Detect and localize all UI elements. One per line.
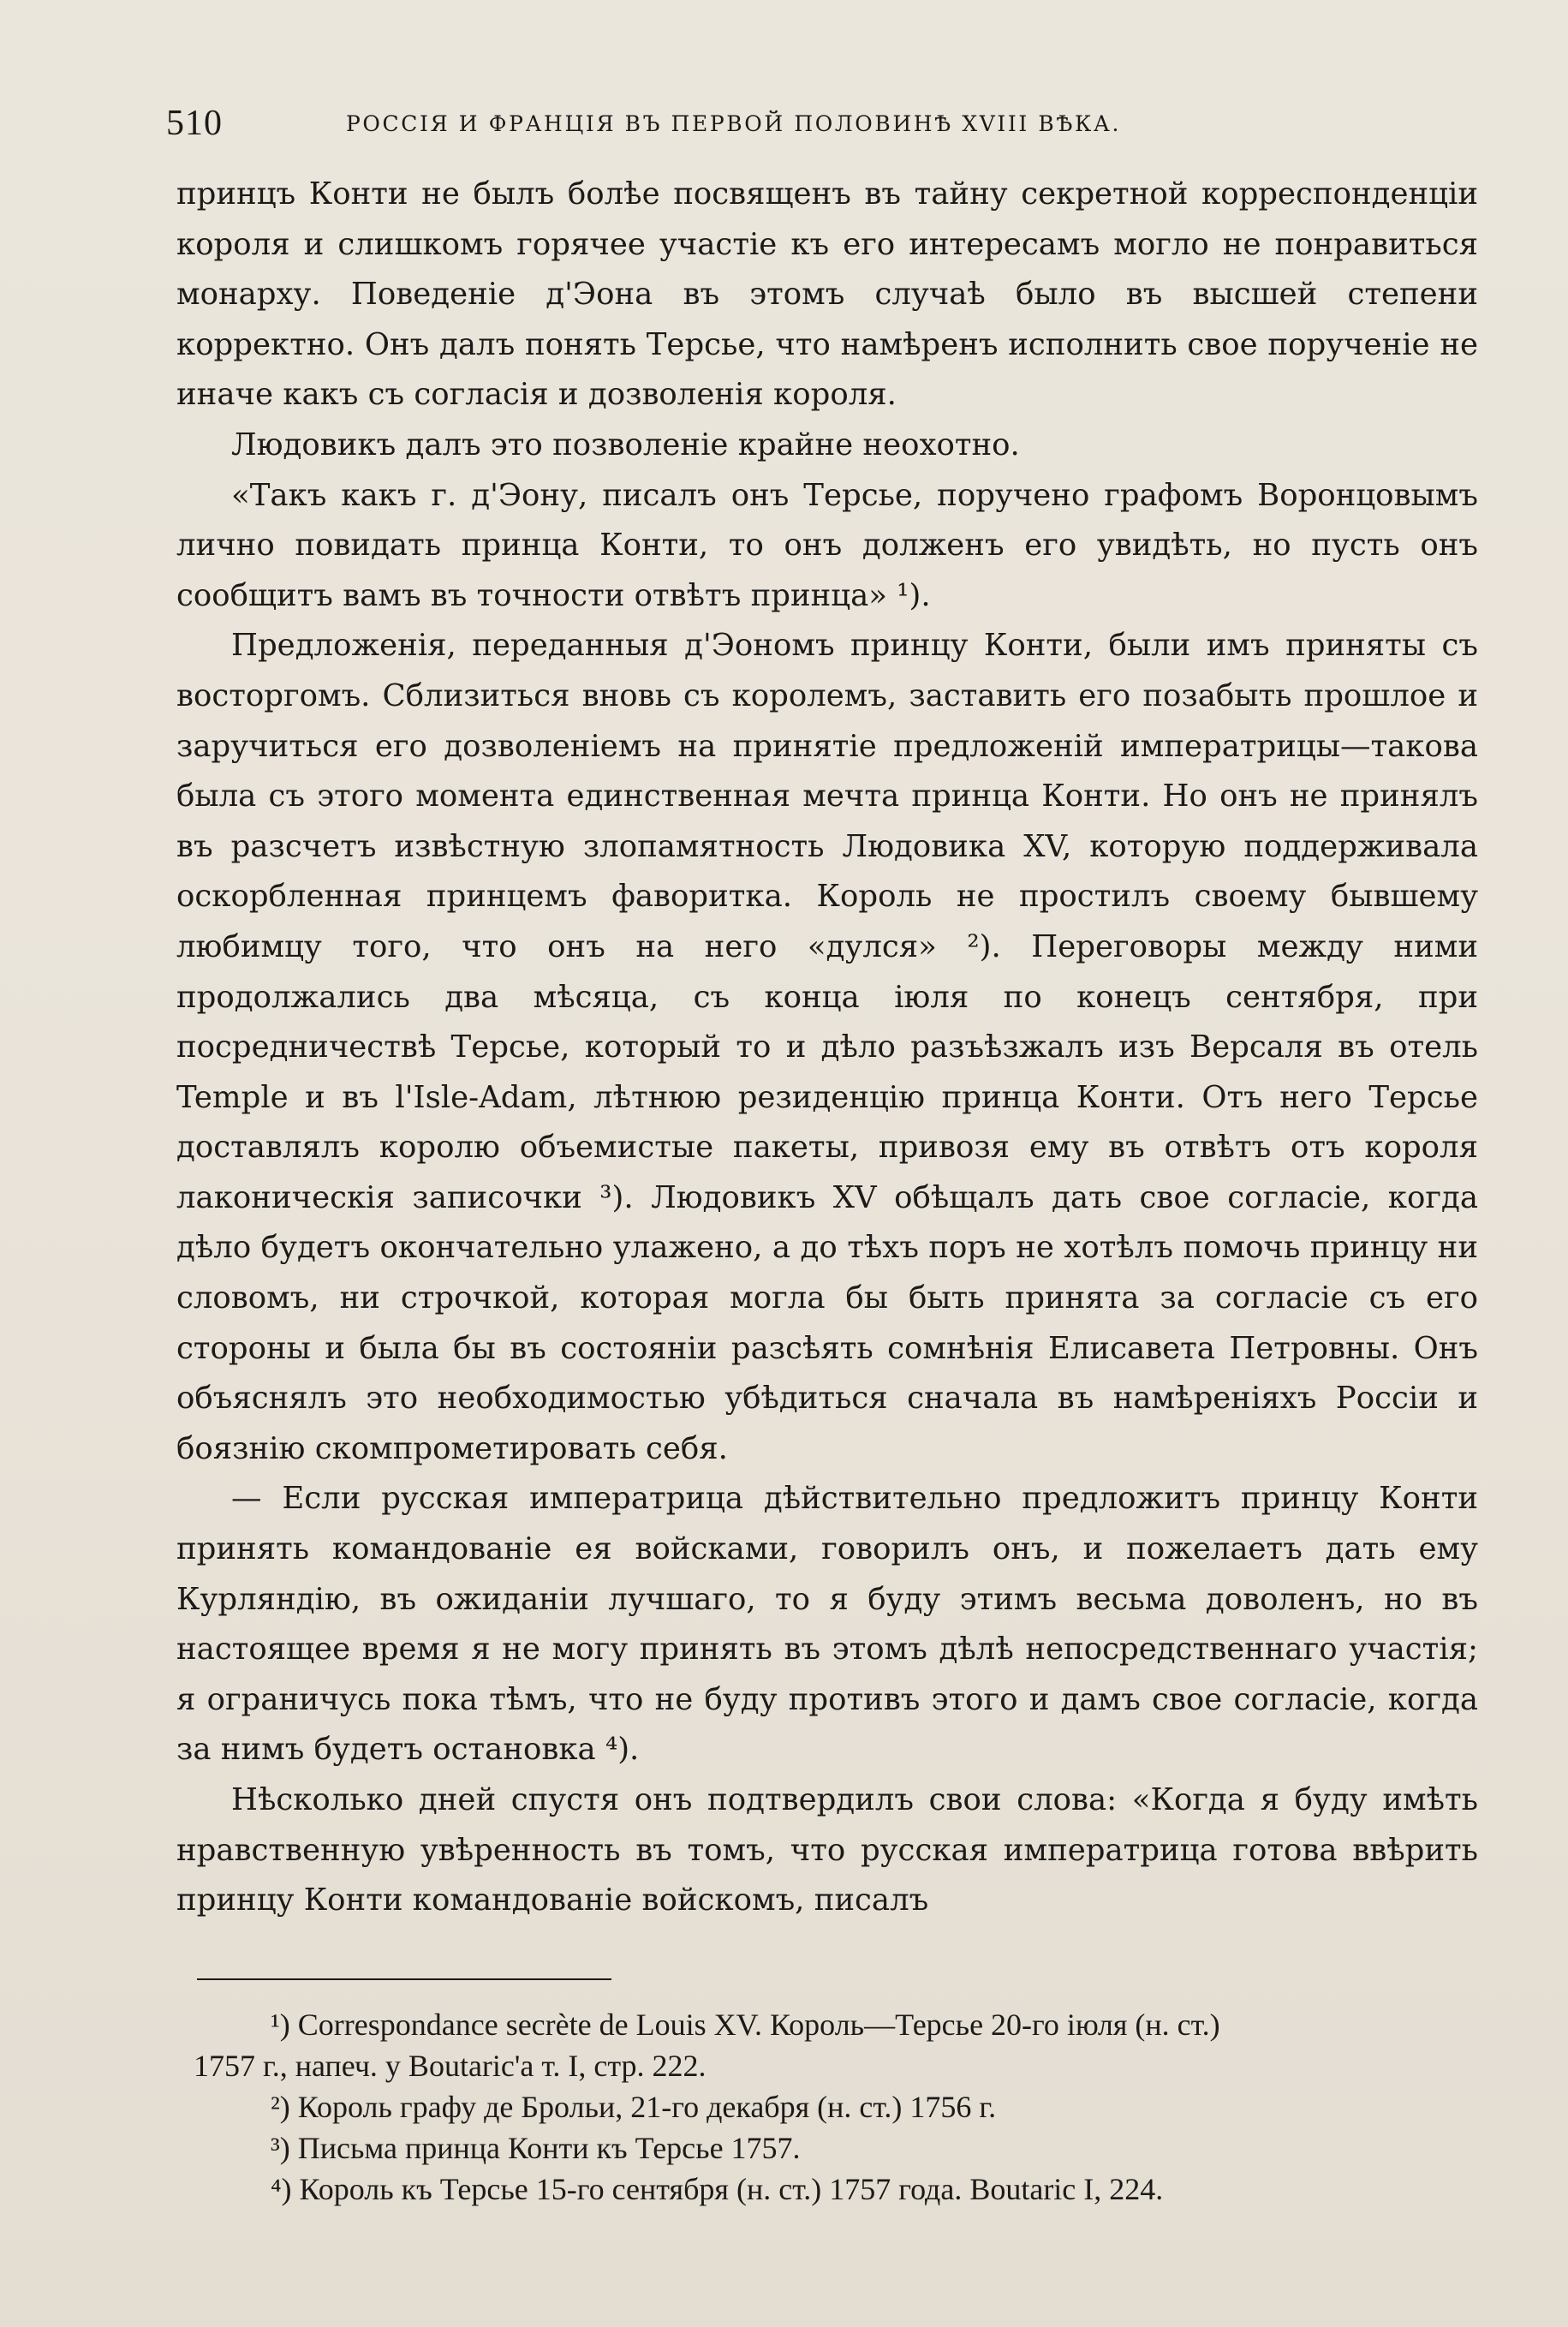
- footnote-1: ¹) Correspondance secrète de Louis XV. Король—Терсье 20-го іюля (н. ст.): [271, 2008, 1220, 2042]
- paragraph-5: — Если русская императрица дѣйствительно предложитъ принцу Конти принять командованіе ея войсками, говорилъ онъ, и пожелаетъ дать ему Курляндію, въ ожиданіи лучшаго, то я буду этимъ весьма доволенъ, но въ настоящее время я не могу принять въ этомъ дѣлѣ непосредственнаго участія; я ограничусь пока тѣмъ, что не буду противъ этого и дамъ свое согласіе, когда за нимъ будетъ остановка ⁴).: [176, 1481, 1478, 1768]
- paragraph-2: Людовикъ далъ это позволеніе крайне неохотно.: [231, 427, 1020, 462]
- paragraph-4: Предложенія, переданныя д'Эономъ принцу Конти, были имъ приняты съ восторгомъ. Сблизиться вновь съ королемъ, заставить его позабыть прошлое и заручиться его дозволеніемъ на принятіе предложеній императрицы—такова была съ этого момента единственная мечта принца Конти. Но онъ не принялъ въ разсчетъ извѣстную злопамятность Людовика XV, которую поддерживала оскорбленная принцемъ фаворитка. Король не простилъ своему бывшему любимцу того, что онъ на него «дулся» ²). Переговоры между ними продолжались два мѣсяца, съ конца іюля по конецъ сентября, при посредничествѣ Терсье, который то и дѣло разъѣзжалъ изъ Версаля въ отель Temple и въ l'Isle-Adam, лѣтнюю резиденцію принца Конти. Отъ него Терсье доставлялъ королю объемистые пакеты, привозя ему въ отвѣтъ отъ короля лаконическія записочки ³). Людовикъ XV обѣщалъ дать свое согласіе, когда дѣло будетъ окончательно улажено, а до тѣхъ поръ не хотѣлъ помочь принцу ни словомъ, ни строчкой, которая могла бы быть принята за согласіе съ его стороны и была бы въ состояніи разсѣять сомнѣнія Елисавета Петровны. Онъ объяснялъ это необходимостью убѣдиться сначала въ намѣреніяхъ Россіи и боязнію скомпрометировать себя.: [176, 628, 1478, 1466]
- paragraph-3: «Такъ какъ г. д'Эону, писалъ онъ Терсье, поручено графомъ Воронцовымъ лично повидать принца Конти, то онъ долженъ его увидѣть, но пусть онъ сообщитъ вамъ въ точности отвѣтъ принца» ¹).: [176, 477, 1478, 613]
- page-number: 510: [166, 104, 223, 143]
- footnote-1-continued: 1757 г., напеч. у Boutaric'а т. I, стр. 222.: [194, 2049, 706, 2083]
- footnote-3: ³) Письма принца Конти къ Терсье 1757.: [271, 2131, 801, 2165]
- paragraph-1: принцъ Конти не былъ болѣе посвященъ въ тайну секретной корреспонденціи короля и слишкомъ горячее участіе къ его интересамъ могло не понравиться монарху. Поведеніе д'Эона въ этомъ случаѣ было въ высшей степени корректно. Онъ далъ понять Терсье, что намѣренъ исполнить свое порученіе не иначе какъ съ согласія и дозволенія короля.: [176, 176, 1478, 413]
- footnotes: [194, 2004, 1495, 2210]
- footnote-divider: [197, 1978, 611, 1980]
- page-header: [166, 103, 1485, 154]
- paragraph-6: Нѣсколько дней спустя онъ подтвердилъ свои слова: «Когда я буду имѣть нравственную увѣренность въ томъ, что русская императрица готова ввѣрить принцу Конти командованіе войскомъ, писалъ: [176, 1782, 1478, 1918]
- running-head: РОССІЯ И ФРАНЦІЯ ВЪ ПЕРВОЙ ПОЛОВИНѢ XVIII ВѢКА.: [346, 111, 1122, 136]
- body-text: [176, 170, 1478, 1926]
- footnote-4: ⁴) Король къ Терсье 15-го сентября (н. ст.) 1757 года. Boutaric I, 224.: [271, 2172, 1164, 2206]
- footnote-2: ²) Король графу де Брольи, 21-го декабря (н. ст.) 1756 г.: [271, 2090, 997, 2124]
